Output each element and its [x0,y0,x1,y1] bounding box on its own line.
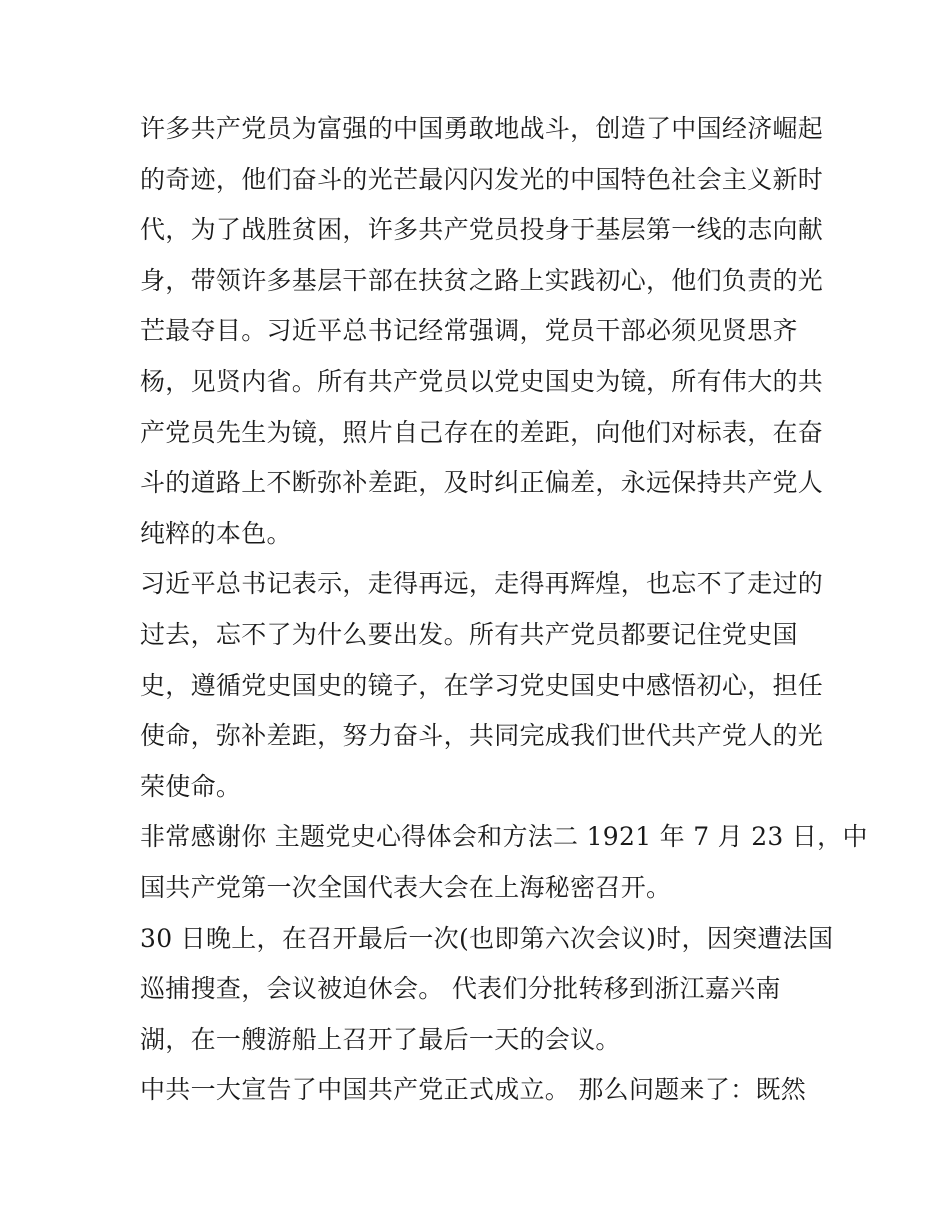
text-line: 代，为了战胜贫困，许多共产党员投身于基层第一线的志向献 [140,215,824,245]
text-line: 身，带领许多基层干部在扶贫之路上实践初心，他们负责的光 [140,265,824,295]
text-line: 荣使命。 [140,771,242,801]
text-line: 30 日晚上，在召开最后一次(也即第六次会议)时，因突遭法国 [140,923,834,953]
text-line: 使命，弥补差距，努力奋斗，共同完成我们世代共产党人的光 [140,721,824,751]
text-line: 湖，在一艘游船上召开了最后一天的会议。 [140,1024,621,1054]
document-body [140,104,868,1116]
text-line: 杨，见贤内省。所有共产党员以党史国史为镜，所有伟大的共 [140,366,824,396]
text-line: 过去，忘不了为什么要出发。所有共产党员都要记住党史国 [140,619,798,649]
text-line: 巡捕搜查，会议被迫休会。 代表们分批转移到浙江嘉兴南 [140,974,781,1004]
text-line: 国共产党第一次全国代表大会在上海秘密召开。 [140,872,672,902]
text-line: 纯粹的本色。 [140,518,292,548]
text-line: 的奇迹，他们奋斗的光芒最闪闪发光的中国特色社会主义新时 [140,164,824,194]
text-line: 史，遵循党史国史的镜子，在学习党史国史中感悟初心，担任 [140,670,824,700]
text-line: 许多共产党员为富强的中国勇敢地战斗，创造了中国经济崛起 [140,114,824,143]
text-line: 习近平总书记表示，走得再远，走得再辉煌，也忘不了走过的 [140,569,824,599]
text-line: 芒最夺目。习近平总书记经常强调，党员干部必须见贤思齐 [140,316,798,346]
text-line: 中共一大宣告了中国共产党正式成立。 那么问题来了：既然 [140,1075,807,1105]
text-line: 斗的道路上不断弥补差距，及时纠正偏差，永远保持共产党人 [140,468,824,498]
text-line: 非常感谢你 主题党史心得体会和方法二 1921 年 7 月 23 日，中 [140,822,868,852]
text-line: 产党员先生为镜，照片自己存在的差距，向他们对标表，在奋 [140,417,824,447]
